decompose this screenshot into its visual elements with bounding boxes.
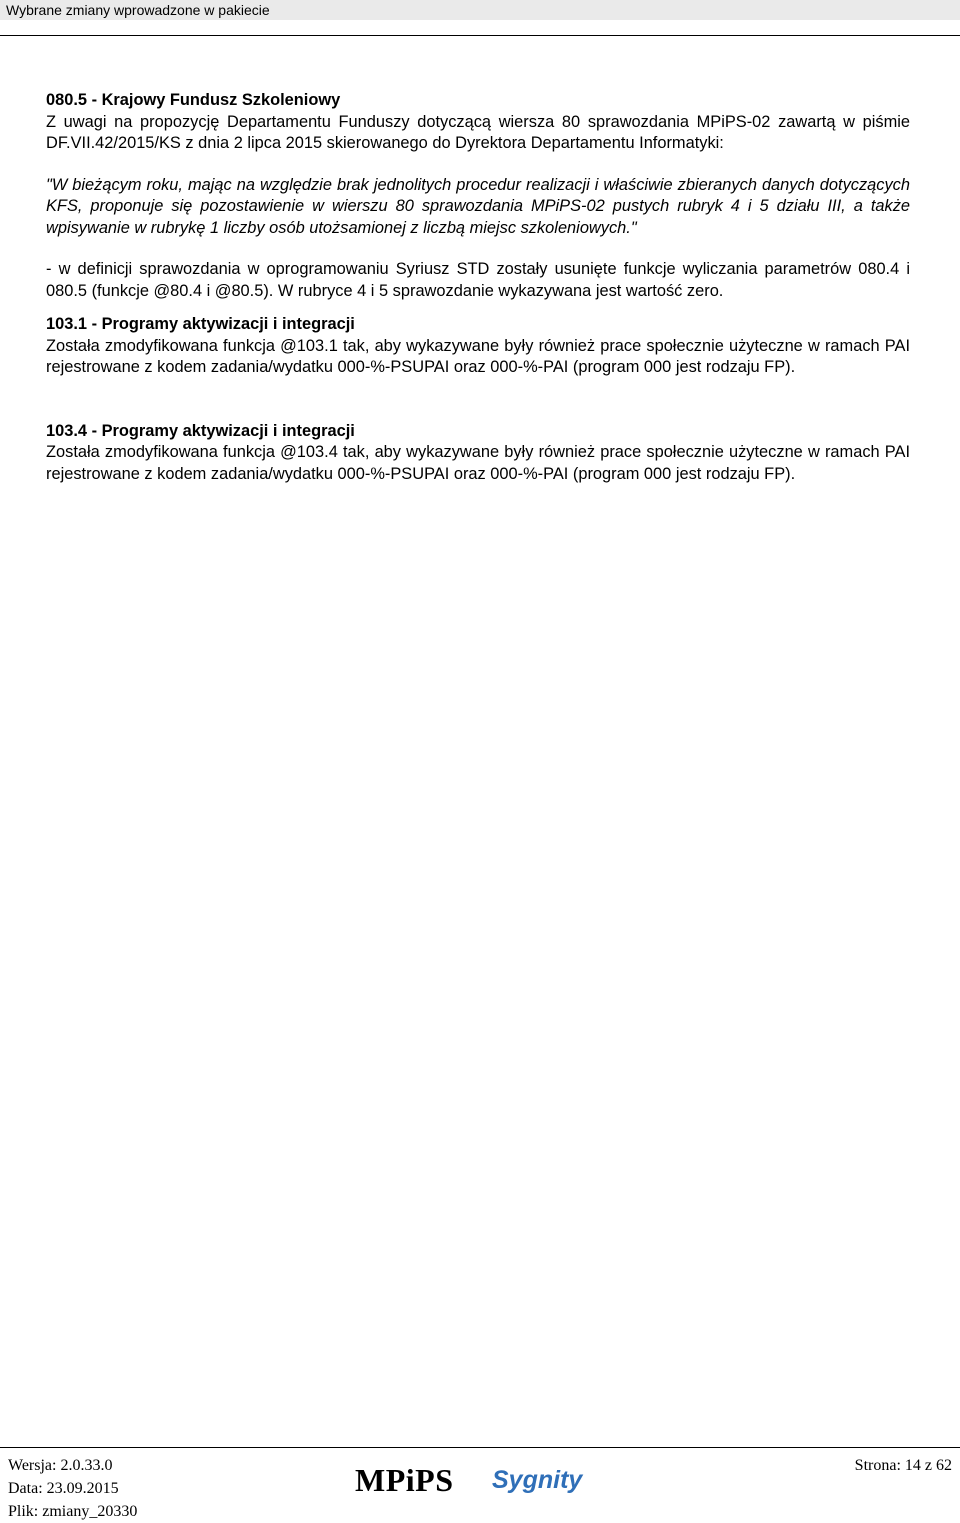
section-103-4-body: Została zmodyfikowana funkcja @103.4 tak, aby wykazywane były również prace społecznie użyteczne w ramach PAI rejestrowane z kodem zadania/wydatku 000-%-PSUPAI oraz 000-%-PAI (program 000 jest rodzaju FP). [46,443,910,483]
footer-divider [0,1447,960,1448]
quoted-proposal: "W bieżącym roku, mając na względzie brak jednolitych procedur realizacji i właściwie zbieranych danych dotyczących KFS, proponuje się pozostawienie w wierszu 80 sprawozdania MPiPS-02 pustych rubryk 4 i 5 działu III, a także wpisywanie w rubrykę 1 liczby osób utożsamionej z liczbą miejsc szkoleniowych." [46,175,910,237]
page-header [0,0,960,20]
change-note-paragraph: - w definicji sprawozdania w oprogramowaniu Syriusz STD zostały usunięte funkcje wyliczania parametrów 080.4 i 080.5 (funkcje @80.4 i @80.5). W rubryce 4 i 5 sprawozdanie wykazywana jest wartość zero. [46,260,910,300]
sygnity-logo: Sygnity [492,1466,583,1494]
footer-version: Wersja: 2.0.33.0 [8,1457,113,1474]
footer-date: Data: 23.09.2015 [8,1480,119,1497]
mpips-logo: MPiPS [355,1462,454,1498]
footer-file: Plik: zmiany_20330 [8,1503,138,1520]
section-intro-paragraph: Z uwagi na propozycję Departamentu Funduszy dotyczącą wiersza 80 sprawozdania MPiPS-02 zawartą w piśmie DF.VII.42/2015/KS z dnia 2 lipca 2015 skierowanego do Dyrektora Departamentu Informatyki: [46,112,910,152]
footer-page-number: Strona: 14 z 62 [854,1457,952,1474]
section-heading-080-5: 080.5 - Krajowy Fundusz Szkoleniowy [46,91,341,109]
section-heading-103-1: 103.1 - Programy aktywizacji i integracji [46,315,355,333]
document-body [46,90,910,485]
section-heading-103-4: 103.4 - Programy aktywizacji i integracji [46,421,355,440]
header-divider [0,35,960,36]
footer-meta [8,1454,137,1523]
section-103-1-body: Została zmodyfikowana funkcja @103.1 tak, aby wykazywane były również prace społecznie użyteczne w ramach PAI rejestrowane z kodem zadania/wydatku 000-%-PSUPAI oraz 000-%-PAI (program 000 jest rodzaju FP). [46,336,910,376]
header-title: Wybrane zmiany wprowadzone w pakiecie [6,2,270,18]
